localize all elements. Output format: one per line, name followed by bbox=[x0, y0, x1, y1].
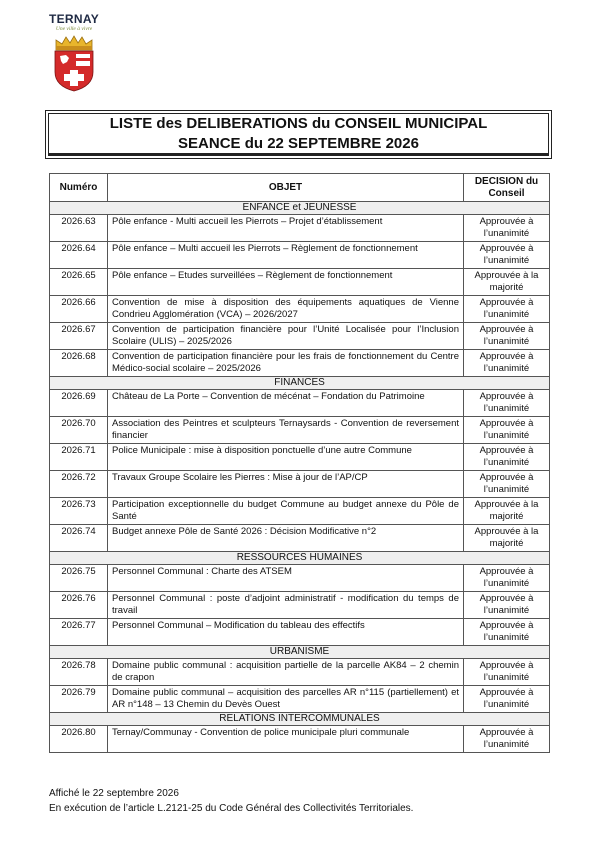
table-row bbox=[50, 444, 550, 471]
table-row bbox=[50, 619, 550, 646]
deliberation-object: Pôle enfance – Multi accueil les Pierrots – Règlement de fonctionnement bbox=[108, 242, 464, 269]
section-title: ENFANCE et JEUNESSE bbox=[50, 202, 550, 215]
deliberation-number: 2026.80 bbox=[50, 726, 108, 753]
deliberation-decision: Approuvée à l’unanimité bbox=[464, 565, 550, 592]
deliberation-number: 2026.65 bbox=[50, 269, 108, 296]
deliberation-object: Pôle enfance – Etudes surveillées – Règlement de fonctionnement bbox=[108, 269, 464, 296]
session-date-title: SEANCE du 22 SEPTEMBRE 2026 bbox=[178, 134, 419, 152]
deliberation-number: 2026.77 bbox=[50, 619, 108, 646]
deliberation-object: Ternay/Communay - Convention de police municipale pluri communale bbox=[108, 726, 464, 753]
deliberation-number: 2026.73 bbox=[50, 498, 108, 525]
table-row bbox=[50, 215, 550, 242]
deliberation-object: Association des Peintres et sculpteurs Ternaysards - Convention de reversement financier bbox=[108, 417, 464, 444]
table-row bbox=[50, 565, 550, 592]
section-title: RELATIONS INTERCOMMUNALES bbox=[50, 713, 550, 726]
header-objet: OBJET bbox=[108, 174, 464, 202]
table-row bbox=[50, 390, 550, 417]
posting-date: Affiché le 22 septembre 2026 bbox=[49, 788, 179, 799]
deliberation-object: Personnel Communal : Charte des ATSEM bbox=[108, 565, 464, 592]
deliberations-table bbox=[49, 173, 550, 753]
section-row bbox=[50, 646, 550, 659]
deliberation-decision: Approuvée à l’unanimité bbox=[464, 726, 550, 753]
deliberation-object: Travaux Groupe Scolaire les Pierres : Mise à jour de l’AP/CP bbox=[108, 471, 464, 498]
deliberation-number: 2026.63 bbox=[50, 215, 108, 242]
deliberation-number: 2026.64 bbox=[50, 242, 108, 269]
section-row bbox=[50, 552, 550, 565]
deliberation-decision: Approuvée à la majorité bbox=[464, 525, 550, 552]
deliberation-decision: Approuvée à l’unanimité bbox=[464, 296, 550, 323]
deliberation-number: 2026.66 bbox=[50, 296, 108, 323]
table-row bbox=[50, 323, 550, 350]
header-decision: DECISION du Conseil bbox=[464, 174, 550, 202]
deliberation-number: 2026.72 bbox=[50, 471, 108, 498]
deliberation-object: Domaine public communal – acquisition des parcelles AR n°115 (partiellement) et AR n°148 – 13 Chemin du Devès Ouest bbox=[108, 686, 464, 713]
deliberation-decision: Approuvée à l’unanimité bbox=[464, 215, 550, 242]
ternay-logo bbox=[46, 12, 102, 92]
section-title: RESSOURCES HUMAINES bbox=[50, 552, 550, 565]
table-row bbox=[50, 686, 550, 713]
deliberation-object: Convention de mise à disposition des équipements aquatiques de Vienne Condrieu Agglomération (VCA) – 2026/2027 bbox=[108, 296, 464, 323]
table-row bbox=[50, 417, 550, 444]
table-row bbox=[50, 296, 550, 323]
table-row bbox=[50, 350, 550, 377]
deliberation-decision: Approuvée à l’unanimité bbox=[464, 417, 550, 444]
deliberation-decision: Approuvée à la majorité bbox=[464, 269, 550, 296]
deliberation-number: 2026.69 bbox=[50, 390, 108, 417]
logo-tagline: Une ville à vivre bbox=[55, 26, 93, 32]
deliberation-number: 2026.70 bbox=[50, 417, 108, 444]
deliberation-object: Domaine public communal : acquisition partielle de la parcelle AK84 – 2 chemin de crapon bbox=[108, 659, 464, 686]
deliberation-decision: Approuvée à l’unanimité bbox=[464, 659, 550, 686]
table-row bbox=[50, 242, 550, 269]
table-row bbox=[50, 498, 550, 525]
table-row bbox=[50, 525, 550, 552]
deliberation-object: Personnel Communal – Modification du tableau des effectifs bbox=[108, 619, 464, 646]
deliberation-number: 2026.75 bbox=[50, 565, 108, 592]
coat-of-arms-icon bbox=[51, 34, 97, 92]
deliberation-object: Convention de participation financière pour les frais de fonctionnement du Centre Médico-social scolaire – 2025/2026 bbox=[108, 350, 464, 377]
deliberation-decision: Approuvée à l’unanimité bbox=[464, 323, 550, 350]
deliberation-number: 2026.79 bbox=[50, 686, 108, 713]
deliberation-number: 2026.74 bbox=[50, 525, 108, 552]
table-row bbox=[50, 471, 550, 498]
deliberation-decision: Approuvée à l’unanimité bbox=[464, 390, 550, 417]
deliberation-decision: Approuvée à l’unanimité bbox=[464, 592, 550, 619]
deliberation-object: Château de La Porte – Convention de mécénat – Fondation du Patrimoine bbox=[108, 390, 464, 417]
deliberation-decision: Approuvée à l’unanimité bbox=[464, 444, 550, 471]
table-row bbox=[50, 592, 550, 619]
deliberation-object: Budget annexe Pôle de Santé 2026 : Décision Modificative n°2 bbox=[108, 525, 464, 552]
deliberation-object: Police Municipale : mise à disposition ponctuelle d’une autre Commune bbox=[108, 444, 464, 471]
section-row bbox=[50, 713, 550, 726]
header-numero: Numéro bbox=[50, 174, 108, 202]
deliberation-decision: Approuvée à l’unanimité bbox=[464, 350, 550, 377]
deliberation-number: 2026.71 bbox=[50, 444, 108, 471]
footer bbox=[49, 786, 413, 816]
table-row bbox=[50, 726, 550, 753]
logo-name: TERNAY bbox=[48, 12, 100, 26]
section-row bbox=[50, 202, 550, 215]
deliberation-object: Personnel Communal : poste d’adjoint administratif - modification du temps de travail bbox=[108, 592, 464, 619]
table-row bbox=[50, 659, 550, 686]
deliberation-decision: Approuvée à l’unanimité bbox=[464, 471, 550, 498]
deliberation-decision: Approuvée à l’unanimité bbox=[464, 242, 550, 269]
deliberation-decision: Approuvée à l’unanimité bbox=[464, 619, 550, 646]
section-row bbox=[50, 377, 550, 390]
deliberation-decision: Approuvée à la majorité bbox=[464, 498, 550, 525]
section-title: FINANCES bbox=[50, 377, 550, 390]
deliberation-object: Pôle enfance - Multi accueil les Pierrots – Projet d’établissement bbox=[108, 215, 464, 242]
legal-reference: En exécution de l’article L.2121-25 du Code Général des Collectivités Territoriales. bbox=[49, 803, 414, 814]
deliberation-number: 2026.68 bbox=[50, 350, 108, 377]
table-row bbox=[50, 269, 550, 296]
deliberation-object: Convention de participation financière pour l’Unité Localisée pour l’Inclusion Scolaire (ULIS) – 2025/2026 bbox=[108, 323, 464, 350]
deliberation-object: Participation exceptionnelle du budget Commune au budget annexe du Pôle de Santé bbox=[108, 498, 464, 525]
deliberation-number: 2026.76 bbox=[50, 592, 108, 619]
deliberation-number: 2026.78 bbox=[50, 659, 108, 686]
title-frame bbox=[45, 110, 552, 159]
deliberation-number: 2026.67 bbox=[50, 323, 108, 350]
deliberation-decision: Approuvée à l’unanimité bbox=[464, 686, 550, 713]
section-title: URBANISME bbox=[50, 646, 550, 659]
document-title: LISTE des DELIBERATIONS du CONSEIL MUNICIPAL bbox=[109, 114, 488, 132]
